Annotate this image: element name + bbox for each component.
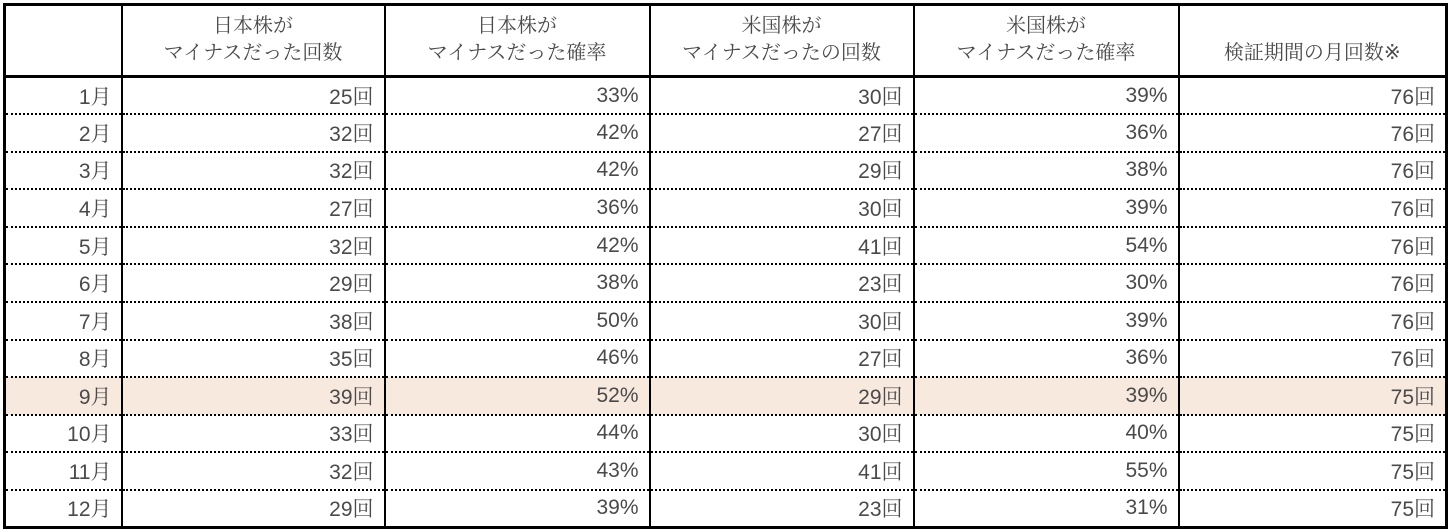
us-minus-prob-cell: 39% [914,189,1179,227]
header-line: 日本株が [213,15,293,37]
jp-minus-count-cell: 38回 [122,302,385,340]
period-months-cell: 76回 [1179,302,1447,340]
column-header-jp-minus-prob [385,5,650,77]
jp-minus-count-cell: 35回 [122,340,385,378]
jp-minus-prob-cell: 50% [385,302,650,340]
us-minus-prob-cell: 39% [914,302,1179,340]
table-row [5,264,1447,302]
us-minus-count-cell: 27回 [650,340,914,378]
column-header-jp-minus-count [122,5,385,77]
header-row [5,5,1447,77]
jp-minus-count-cell: 25回 [122,77,385,115]
jp-minus-count-cell: 29回 [122,264,385,302]
table-row [5,227,1447,265]
jp-minus-count-cell: 39回 [122,377,385,415]
us-minus-prob-cell: 39% [914,77,1179,115]
us-minus-prob-cell: 30% [914,264,1179,302]
header-line: 検証期間の月回数※ [1223,42,1401,64]
header-line: マイナスだった確率 [956,42,1136,64]
column-header-us-minus-prob [914,5,1179,77]
period-months-cell: 75回 [1179,377,1447,415]
us-minus-count-cell: 41回 [650,452,914,490]
table-row [5,302,1447,340]
us-minus-prob-cell: 38% [914,152,1179,190]
month-cell: 2月 [5,114,122,152]
table-row [5,114,1447,152]
table-row [5,377,1447,415]
us-minus-count-cell: 30回 [650,189,914,227]
column-header-period-months [1179,5,1447,77]
jp-minus-count-cell: 29回 [122,490,385,528]
header-line: 日本株が [477,15,557,37]
us-minus-count-cell: 23回 [650,490,914,528]
jp-minus-prob-cell: 43% [385,452,650,490]
header-line: 米国株が [741,15,822,37]
jp-minus-prob-cell: 42% [385,152,650,190]
month-cell: 3月 [5,152,122,190]
us-minus-count-cell: 30回 [650,415,914,453]
jp-minus-count-cell: 27回 [122,189,385,227]
period-months-cell: 76回 [1179,227,1447,265]
table-row [5,77,1447,115]
period-months-cell: 76回 [1179,189,1447,227]
header-line: 米国株が [1006,15,1086,37]
table-row [5,152,1447,190]
table-body [5,77,1447,528]
period-months-cell: 76回 [1179,264,1447,302]
jp-minus-prob-cell: 52% [385,377,650,415]
jp-minus-prob-cell: 44% [385,415,650,453]
jp-minus-prob-cell: 39% [385,490,650,528]
jp-minus-prob-cell: 38% [385,264,650,302]
us-minus-count-cell: 29回 [650,377,914,415]
jp-minus-prob-cell: 36% [385,189,650,227]
jp-minus-count-cell: 32回 [122,152,385,190]
us-minus-count-cell: 30回 [650,77,914,115]
jp-minus-prob-cell: 42% [385,227,650,265]
jp-minus-prob-cell: 33% [385,77,650,115]
corner-cell [5,5,122,77]
table-row [5,415,1447,453]
table-row [5,452,1447,490]
jp-minus-count-cell: 33回 [122,415,385,453]
jp-minus-count-cell: 32回 [122,452,385,490]
us-minus-count-cell: 27回 [650,114,914,152]
jp-minus-count-cell: 32回 [122,227,385,265]
period-months-cell: 76回 [1179,77,1447,115]
month-cell: 11月 [5,452,122,490]
us-minus-count-cell: 30回 [650,302,914,340]
period-months-cell: 75回 [1179,490,1447,528]
us-minus-prob-cell: 36% [914,114,1179,152]
us-minus-prob-cell: 40% [914,415,1179,453]
header-line: マイナスだった確率 [427,42,607,64]
month-cell: 6月 [5,264,122,302]
us-minus-prob-cell: 55% [914,452,1179,490]
us-minus-count-cell: 29回 [650,152,914,190]
column-header-us-minus-count [650,5,914,77]
us-minus-prob-cell: 39% [914,377,1179,415]
table-row [5,340,1447,378]
table-row [5,189,1447,227]
period-months-cell: 76回 [1179,340,1447,378]
period-months-cell: 75回 [1179,415,1447,453]
us-minus-count-cell: 41回 [650,227,914,265]
table-header [5,5,1447,77]
jp-minus-count-cell: 32回 [122,114,385,152]
period-months-cell: 76回 [1179,152,1447,190]
period-months-cell: 75回 [1179,452,1447,490]
table-row [5,490,1447,528]
month-cell: 7月 [5,302,122,340]
month-cell: 5月 [5,227,122,265]
month-cell: 9月 [5,377,122,415]
period-months-cell: 76回 [1179,114,1447,152]
jp-minus-prob-cell: 46% [385,340,650,378]
us-minus-prob-cell: 54% [914,227,1179,265]
month-cell: 10月 [5,415,122,453]
us-minus-prob-cell: 31% [914,490,1179,528]
month-cell: 8月 [5,340,122,378]
month-cell: 1月 [5,77,122,115]
month-cell: 12月 [5,490,122,528]
month-cell: 4月 [5,189,122,227]
jp-minus-prob-cell: 42% [385,114,650,152]
header-line: マイナスだった回数 [163,42,343,64]
monthly-stock-minus-table [3,3,1448,529]
header-line: マイナスだったの回数 [682,42,881,64]
us-minus-count-cell: 23回 [650,264,914,302]
us-minus-prob-cell: 36% [914,340,1179,378]
